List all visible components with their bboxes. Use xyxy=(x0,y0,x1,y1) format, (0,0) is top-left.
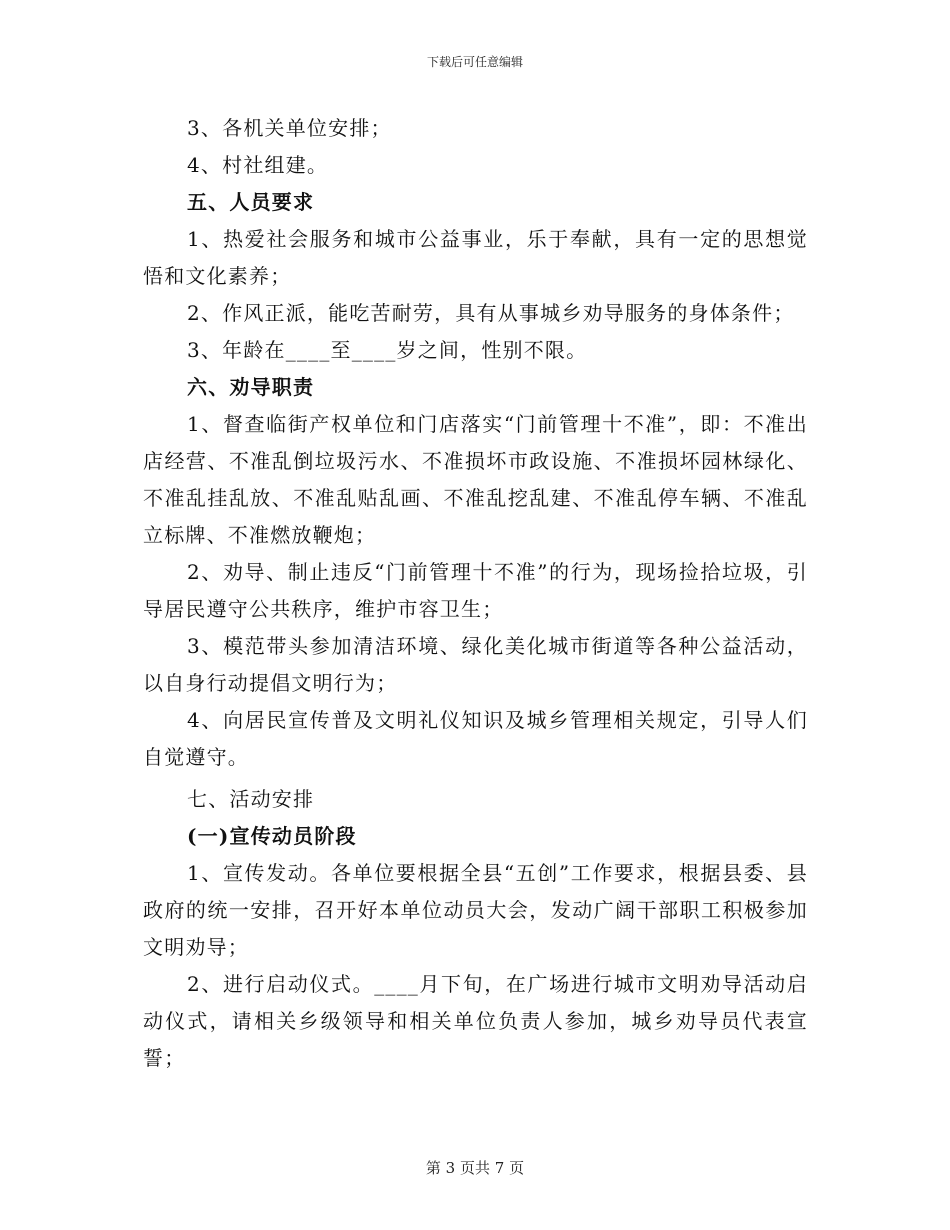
paragraph-duty-1: 1、督查临街产权单位和门店落实“门前管理十不准”，即：不准出店经营、不准乱倒垃圾污水、不准损坏市政设施、不准损坏园林绿化、不准乱挂乱放、不准乱贴乱画、不准乱挖乱建、不准乱停车辆、不准乱立标牌、不准燃放鞭炮； xyxy=(143,412,808,547)
paragraph-stage-1: 1、宣传发动。各单位要根据全县“五创”工作要求，根据县委、县政府的统一安排，召开好本单位动员大会，发动广阔干部职工积极参加文明劝导； xyxy=(143,861,808,959)
section-heading-personnel-requirements: 五、人员要求 xyxy=(187,190,315,214)
paragraph-duty-2: 2、劝导、制止违反“门前管理十不准”的行为，现场捡拾垃圾，引导居民遵守公共秩序，维护市容卫生； xyxy=(143,560,808,621)
section-heading-duties: 六、劝导职责 xyxy=(187,375,315,399)
document-body xyxy=(143,110,808,1077)
page-footer: 第 3 页共 7 页 xyxy=(425,1159,525,1177)
paragraph-duty-4: 4、向居民宣传普及文明礼仪知识及城乡管理相关规定，引导人们自觉遵守。 xyxy=(143,708,808,769)
paragraph-stage-2: 2、进行启动仪式。____月下旬，在广场进行城市文明劝导活动启动仪式，请相关乡级领导和相关单位负责人参加，城乡劝导员代表宣誓； xyxy=(143,972,808,1070)
paragraph-item-3-agencies: 3、各机关单位安排； xyxy=(187,116,392,140)
subsection-heading-publicity-stage: (一)宣传动员阶段 xyxy=(187,824,357,848)
paragraph-requirement-3: 3、年龄在____至____岁之间，性别不限。 xyxy=(187,338,588,362)
paragraph-duty-3: 3、模范带头参加清洁环境、绿化美化城市街道等各种公益活动，以自身行动提倡文明行为； xyxy=(143,634,808,695)
paragraph-requirement-1: 1、热爱社会服务和城市公益事业，乐于奉献，具有一定的思想觉悟和文化素养； xyxy=(143,227,808,288)
paragraph-requirement-2: 2、作风正派，能吃苦耐劳，具有从事城乡劝导服务的身体条件； xyxy=(187,301,795,325)
page-header: 下载后可任意编辑 xyxy=(426,55,523,69)
section-heading-activity-arrangement: 七、活动安排 xyxy=(187,787,315,811)
paragraph-item-4-villages: 4、村社组建。 xyxy=(187,153,329,177)
